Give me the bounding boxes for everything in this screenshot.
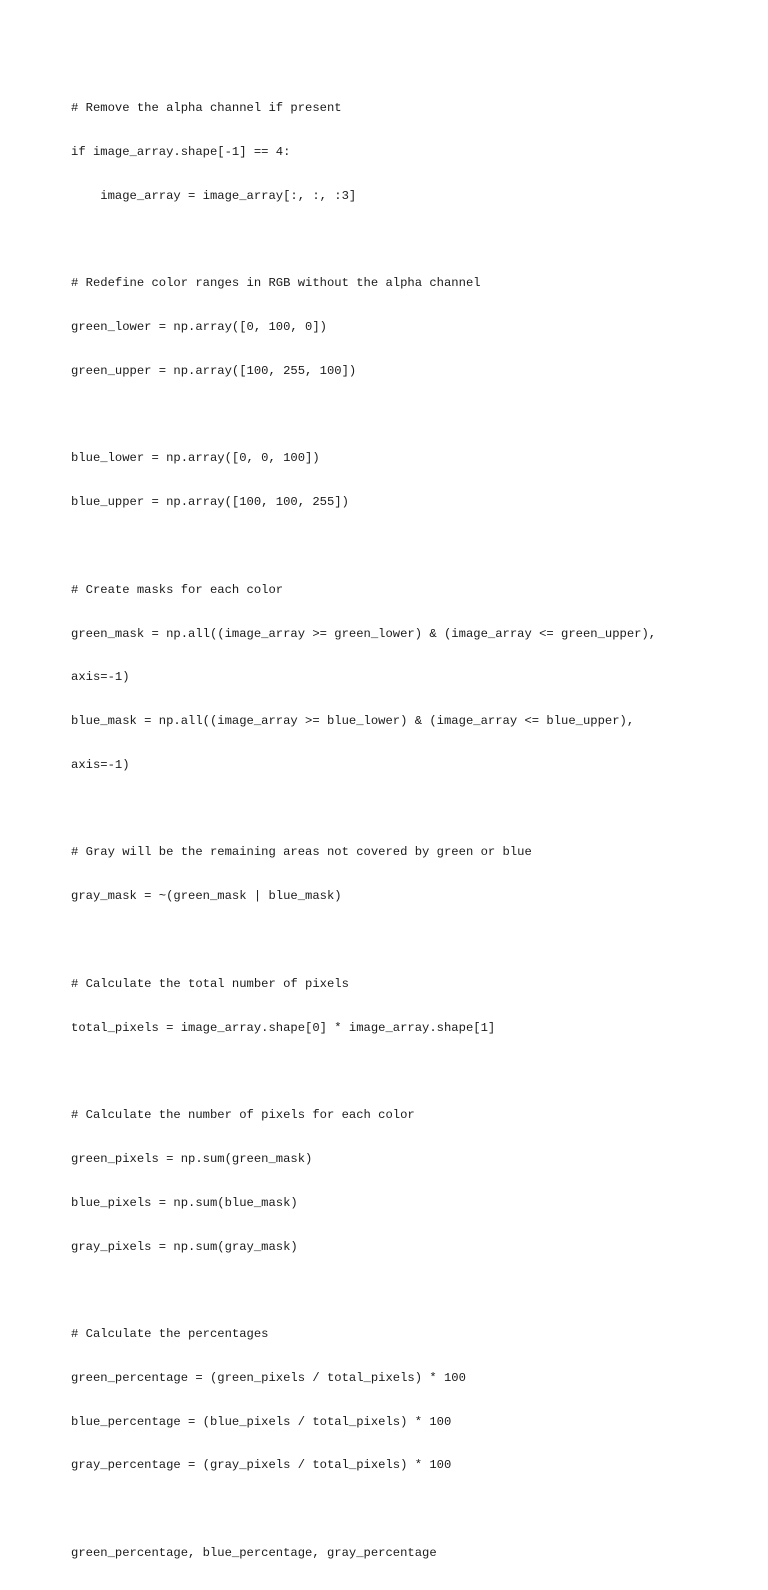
code-line: green_mask = np.all((image_array >= green_lower) & (image_array <= green_upper), xyxy=(71,626,657,641)
code-line: gray_mask = ~(green_mask | blue_mask) xyxy=(71,889,342,904)
code-line: blue_mask = np.all((image_array >= blue_lower) & (image_array <= blue_upper), xyxy=(71,714,635,729)
code-line: axis=-1) xyxy=(71,757,130,772)
code-line: blue_pixels = np.sum(blue_mask) xyxy=(71,1195,298,1210)
code-line: green_percentage, blue_percentage, gray_percentage xyxy=(71,1545,437,1560)
code-line: # Remove the alpha channel if present xyxy=(71,101,342,116)
code-line: green_upper = np.array([100, 255, 100]) xyxy=(71,363,357,378)
code-line: gray_percentage = (gray_pixels / total_pixels) * 100 xyxy=(71,1458,452,1473)
code-line: blue_upper = np.array([100, 100, 255]) xyxy=(71,495,349,510)
code-line xyxy=(71,408,741,423)
code-line: image_array = image_array[:, :, :3] xyxy=(71,188,357,203)
code-line xyxy=(71,539,741,554)
code-line xyxy=(71,233,741,248)
code-line: green_lower = np.array([0, 100, 0]) xyxy=(71,320,327,335)
code-line: green_pixels = np.sum(green_mask) xyxy=(71,1151,313,1166)
code-line xyxy=(71,1283,741,1298)
code-line: gray_pixels = np.sum(gray_mask) xyxy=(71,1239,298,1254)
code-line: # Calculate the number of pixels for each color xyxy=(71,1108,415,1123)
code-line xyxy=(71,1064,741,1079)
code-line: # Create masks for each color xyxy=(71,582,284,597)
code-line: # Calculate the total number of pixels xyxy=(71,976,349,991)
code-line: green_percentage = (green_pixels / total_pixels) * 100 xyxy=(71,1370,466,1385)
code-line: total_pixels = image_array.shape[0] * image_array.shape[1] xyxy=(71,1020,496,1035)
code-line: blue_lower = np.array([0, 0, 100]) xyxy=(71,451,320,466)
code-line xyxy=(71,1502,741,1517)
code-line xyxy=(71,933,741,948)
code-line: blue_percentage = (blue_pixels / total_pixels) * 100 xyxy=(71,1414,452,1429)
code-block xyxy=(71,72,741,1590)
code-line xyxy=(71,802,741,817)
code-line: # Calculate the percentages xyxy=(71,1327,269,1342)
code-line: if image_array.shape[-1] == 4: xyxy=(71,144,291,159)
code-line: axis=-1) xyxy=(71,670,130,685)
code-line: # Gray will be the remaining areas not covered by green or blue xyxy=(71,845,532,860)
code-line: # Redefine color ranges in RGB without the alpha channel xyxy=(71,276,481,291)
